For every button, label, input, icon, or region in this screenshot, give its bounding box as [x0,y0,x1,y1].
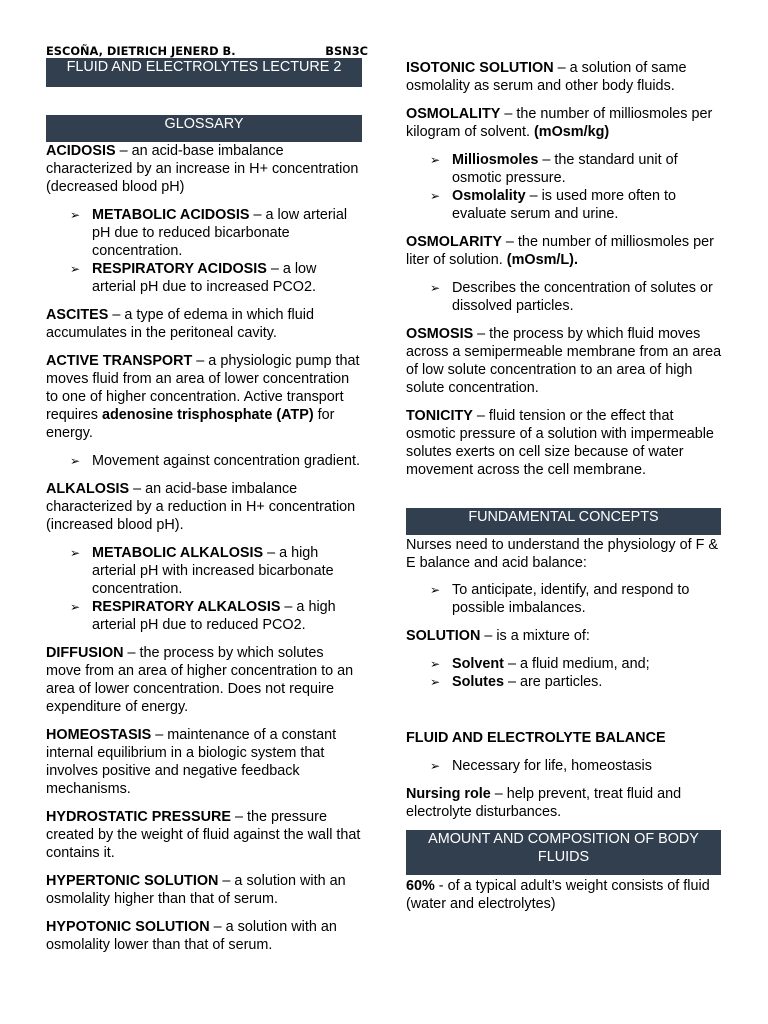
acidosis-list [46,206,362,296]
fundamental-concepts-title: FUNDAMENTAL CONCEPTS [468,509,659,525]
nurses-list [406,581,724,617]
glossary-body [46,142,362,954]
entry-osmolality: OSMOLALITY – the number of milliosmoles per kilogram of solvent. (mOsm/kg) [406,106,713,140]
osmolarity-list [406,279,724,315]
osmolality-list [406,151,724,223]
amount-composition-bar [406,830,721,875]
amount-body [406,877,724,913]
arrowhead-bullet-icon: ➢ [430,153,441,167]
nurses-text: Nurses need to understand the physiology of F & E balance and acid balance: [406,537,718,571]
arrowhead-bullet-icon: ➢ [430,759,441,773]
fe-balance-list [406,757,724,775]
arrowhead-bullet-icon: ➢ [70,600,81,614]
glossary-title: GLOSSARY [164,116,244,132]
alkalosis-list [46,544,362,634]
entry-acidosis: ACIDOSIS – an acid-base imbalance characterized by an increase in H+ concentration (decreased blood pH) [46,143,359,195]
arrowhead-bullet-icon: ➢ [430,583,441,597]
glossary-bar [46,115,362,142]
term: ACIDOSIS [46,143,116,159]
list-item: ➢ RESPIRATORY ALKALOSIS – a high arterial pH due to reduced PCO2. [70,599,336,633]
fundamental-concepts-bar [406,508,721,535]
entry-homeostasis: HOMEOSTASIS – maintenance of a constant internal equilibrium in a biologic system that involves positive and negative feedback mechanisms. [46,727,337,797]
arrowhead-bullet-icon: ➢ [70,208,81,222]
student-name: ESCOÑA, DIETRICH JENERD B. [46,44,236,58]
list-item: ➢ METABOLIC ALKALOSIS – a high arterial pH with increased bicarbonate concentration. [70,545,334,597]
list-item: ➢ Osmolality – is used more often to evaluate serum and urine. [430,188,676,222]
entry-active-transport: ACTIVE TRANSPORT – a physiologic pump that moves fluid from an area of lower concentration to one of higher concentration. Active transport requires adenosine trisphosphate (ATP) for energy. [46,353,360,441]
entry-hypotonic: HYPOTONIC SOLUTION – a solution with an osmolality lower than that of serum. [46,919,337,953]
list-item: ➢ Solutes – are particles. [430,674,603,690]
list-item: ➢ RESPIRATORY ACIDOSIS – a low arterial pH due to increased PCO2. [70,261,317,295]
arrowhead-bullet-icon: ➢ [70,262,81,276]
arrowhead-bullet-icon: ➢ [430,657,441,671]
section-code: BSN3C [325,44,368,58]
list-item: ➢ Movement against concentration gradient. [70,453,360,469]
list-item: ➢ METABOLIC ACIDOSIS – a low arterial pH due to reduced bicarbonate concentration. [70,207,348,259]
list-item: ➢ Necessary for life, homeostasis [430,758,652,774]
fe-balance-heading: FLUID AND ELECTROLYTE BALANCE [406,730,666,746]
list-item: ➢ Solvent – a fluid medium, and; [430,656,650,672]
arrowhead-bullet-icon: ➢ [430,675,441,689]
arrowhead-bullet-icon: ➢ [70,454,81,468]
entry-osmolarity: OSMOLARITY – the number of milliosmoles per liter of solution. (mOsm/L). [406,234,714,268]
list-item: ➢ To anticipate, identify, and respond to possible imbalances. [430,582,690,616]
entry-ascites: ASCITES – a type of edema in which fluid accumulates in the peritoneal cavity. [46,307,314,341]
list-item: ➢ Milliosmoles – the standard unit of osmotic pressure. [430,152,678,186]
entry-solution: SOLUTION – is a mixture of: [406,628,590,644]
entry-hypertonic: HYPERTONIC SOLUTION – a solution with an osmolality higher than that of serum. [46,873,346,907]
entry-hydrostatic-pressure: HYDROSTATIC PRESSURE – the pressure created by the weight of fluid against the wall that contains it. [46,809,361,861]
entry-alkalosis: ALKALOSIS – an acid-base imbalance characterized by a reduction in H+ concentration (increased blood pH). [46,481,356,533]
amount-composition-title: AMOUNT AND COMPOSITION OF BODY FLUIDS [428,831,699,865]
entry-diffusion: DIFFUSION – the process by which solutes move from an area of higher concentration to an area of lower concentration. Does not require expenditure of energy. [46,645,354,715]
arrowhead-bullet-icon: ➢ [430,281,441,295]
lecture-title-bar [46,58,362,87]
entry-tonicity: TONICITY – fluid tension or the effect that osmotic pressure of a solution with impermeable solutes exerts on cell size because of water movement across the cell membrane. [406,408,714,478]
arrowhead-bullet-icon: ➢ [70,546,81,560]
fundamental-body [406,536,724,691]
sixty-percent-text: 60% - of a typical adult’s weight consists of fluid (water and electrolytes) [406,878,710,912]
list-item: ➢ Describes the concentration of solutes or dissolved particles. [430,280,713,314]
arrowhead-bullet-icon: ➢ [430,189,441,203]
entry-osmosis: OSMOSIS – the process by which fluid moves across a semipermeable membrane from an area of low solute concentration to an area of high solute concentration. [406,326,722,396]
entry-isotonic: ISOTONIC SOLUTION – a solution of same osmolality as serum and other body fluids. [406,60,687,94]
active-transport-list [46,452,362,470]
right-body [406,59,724,479]
nursing-role: Nursing role – help prevent, treat fluid and electrolyte disturbances. [406,786,682,820]
fe-balance-section [406,729,724,821]
solution-list [406,655,724,691]
lecture-title: FLUID AND ELECTROLYTES LECTURE 2 [66,59,342,75]
